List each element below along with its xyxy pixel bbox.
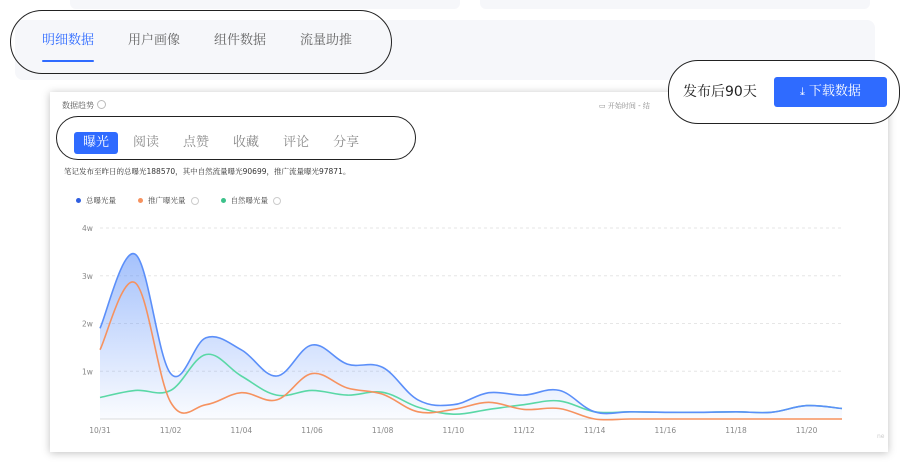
tab-traffic-boost[interactable]: 流量助推 (300, 33, 353, 48)
top-card-right (480, 0, 870, 9)
summary-text: 笔记发布至昨日的总曝光188570，其中自然流量曝光90699，推广流量曝光97871。 (64, 167, 351, 176)
y-tick-label-1: 2w (82, 319, 93, 329)
tab-user-profile[interactable]: 用户画像 (128, 33, 181, 48)
data-tabs (30, 30, 374, 70)
metric-comments[interactable]: 评论 (283, 135, 310, 150)
metric-impressions[interactable]: 曝光 (74, 132, 118, 154)
watermark-text: ne (877, 433, 885, 440)
x-tick-label-2: 11/04 (230, 426, 253, 435)
download-button-label: 下载数据 (808, 84, 861, 99)
metric-shares[interactable]: 分享 (333, 135, 360, 150)
start-time-label: 开始时间 - 结 (607, 102, 650, 110)
legend-label-promo: 推广曝光量 (148, 196, 186, 205)
x-tick-label-0: 10/31 (89, 426, 111, 435)
trend-card (50, 92, 888, 452)
x-tick-label-10: 11/20 (795, 426, 818, 435)
top-cards-strip (70, 0, 870, 10)
metric-reads[interactable]: 阅读 (133, 135, 160, 150)
x-tick-label-3: 11/06 (301, 426, 323, 435)
calendar-icon: ▭ (599, 102, 606, 110)
download-callout (668, 60, 900, 124)
metric-favorites[interactable]: 收藏 (233, 135, 260, 150)
tab-detail-data[interactable]: 明细数据 (30, 30, 116, 70)
y-tick-label-2: 3w (82, 271, 93, 281)
x-tick-label-9: 11/18 (725, 426, 747, 435)
legend-label-natural: 自然曝光量 (230, 196, 268, 205)
download-data-button[interactable] (774, 77, 887, 107)
x-tick-label-6: 11/12 (513, 426, 535, 435)
x-tick-label-7: 11/14 (583, 426, 606, 435)
download-icon: ⤓ (800, 85, 805, 98)
x-tick-label-8: 11/16 (654, 426, 677, 435)
top-card-left (70, 0, 460, 9)
x-tick-label-5: 11/10 (442, 426, 465, 435)
y-tick-label-0: 1w (82, 367, 93, 377)
card-title-text: 数据趋势 (62, 101, 94, 110)
x-tick-label-1: 11/02 (159, 426, 182, 435)
legend-label-total: 总曝光量 (86, 196, 116, 205)
tab-component-data[interactable]: 组件数据 (214, 33, 267, 48)
metric-likes[interactable]: 点赞 (183, 135, 210, 150)
trend-chart (50, 92, 888, 452)
period-label: 发布后90天 (683, 84, 757, 100)
x-tick-label-4: 11/08 (371, 426, 394, 435)
y-tick-label-3: 4w (82, 224, 93, 233)
